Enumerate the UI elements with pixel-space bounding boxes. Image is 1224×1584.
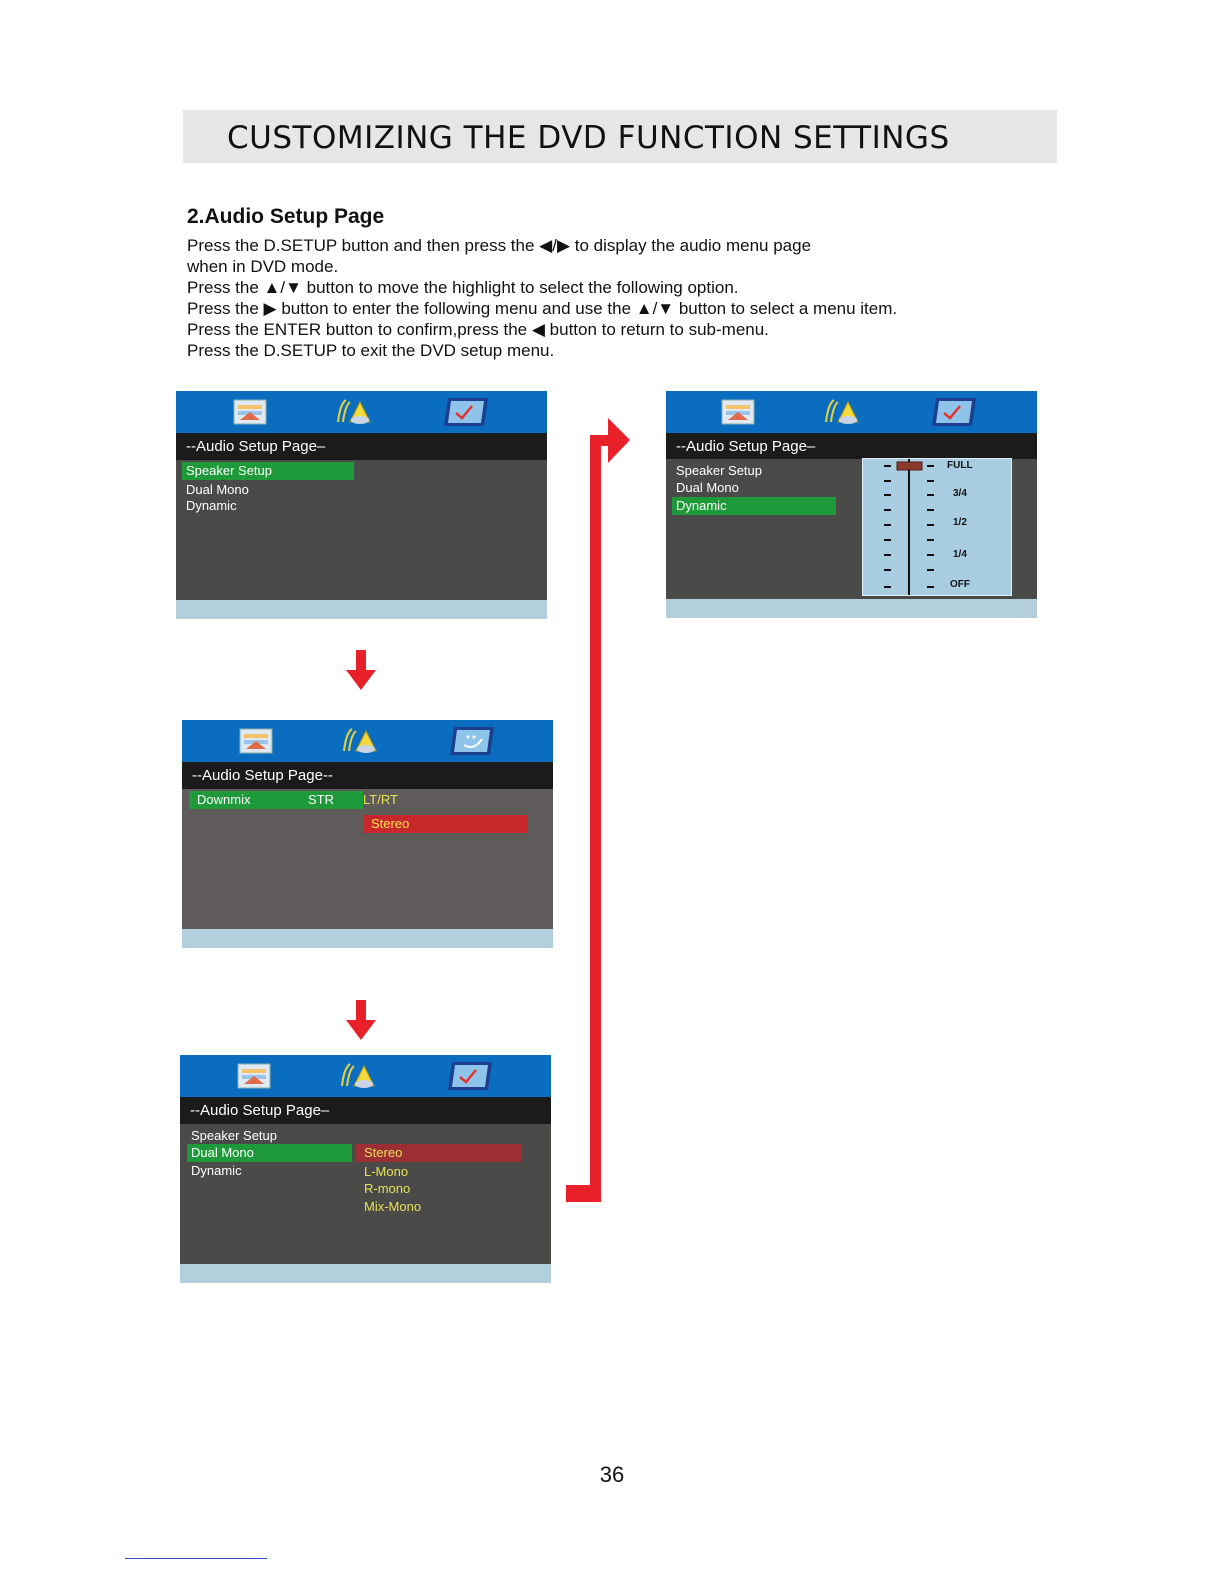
menu-item-dual-mono[interactable]: Dual Mono <box>187 1144 352 1162</box>
picture-icon[interactable] <box>236 725 276 757</box>
instructions <box>187 235 1007 361</box>
osd-title-bar: --Audio Setup Page– <box>176 433 547 460</box>
header-banner <box>183 110 1057 163</box>
picture-icon[interactable] <box>718 396 758 428</box>
osd-screen-main <box>176 391 547 619</box>
menu-item-speaker-setup[interactable]: Speaker Setup <box>182 462 354 480</box>
downmix-label: Downmix <box>197 792 251 807</box>
level-label-half: 1/2 <box>953 517 967 528</box>
video-icon[interactable] <box>444 725 496 757</box>
option-stereo[interactable]: Stereo <box>363 815 528 833</box>
page-title: CUSTOMIZING THE DVD FUNCTION SETTINGS <box>227 120 950 156</box>
option-lt-rt[interactable]: LT/RT <box>363 792 398 807</box>
menu-item-speaker-setup[interactable]: Speaker Setup <box>191 1128 278 1143</box>
osd-title-bar: --Audio Setup Page– <box>180 1097 551 1124</box>
picture-icon[interactable] <box>234 1060 274 1092</box>
instruction-line: Press the ▶ button to enter the following menu and use the ▲/▼ button to select a menu item. <box>187 299 898 318</box>
footer-rule <box>125 1558 267 1559</box>
audio-speaker-icon[interactable] <box>334 396 374 428</box>
level-label-three-quarter: 3/4 <box>953 488 967 499</box>
level-label-quarter: 1/4 <box>953 549 967 560</box>
audio-speaker-icon[interactable] <box>822 396 862 428</box>
osd-footer-bar <box>180 1264 551 1283</box>
slider-scale-icon <box>863 459 1011 595</box>
osd-footer-bar <box>182 929 553 948</box>
osd-screen-dual-mono <box>180 1055 551 1283</box>
section-title: 2.Audio Setup Page <box>187 205 385 228</box>
osd-screen-speaker-setup <box>182 720 553 948</box>
instruction-line: Press the D.SETUP to exit the DVD setup menu. <box>187 341 555 360</box>
menu-item-dynamic[interactable]: Dynamic <box>191 1163 242 1178</box>
menu-item-dynamic[interactable]: Dynamic <box>672 497 836 515</box>
audio-speaker-icon[interactable] <box>338 1060 378 1092</box>
osd-title-bar: --Audio Setup Page– <box>666 433 1037 459</box>
down-arrow-icon <box>346 650 376 692</box>
page-number: 36 <box>599 1462 625 1487</box>
instruction-line: when in DVD mode. <box>187 257 339 276</box>
menu-item-dynamic[interactable]: Dynamic <box>186 498 237 513</box>
level-label-full: FULL <box>947 460 973 471</box>
osd-title-bar: --Audio Setup Page-- <box>182 762 553 789</box>
down-arrow-icon <box>346 1000 376 1042</box>
picture-icon[interactable] <box>230 396 270 428</box>
instruction-line: Press the D.SETUP button and then press the ◀/▶ to display the audio menu page <box>187 236 812 255</box>
connector-arrow-icon <box>560 415 635 1215</box>
preference-icon[interactable] <box>926 396 978 428</box>
dynamic-level-slider[interactable] <box>862 458 1012 596</box>
instruction-line: Press the ENTER button to confirm,press the ◀ button to return to sub-menu. <box>187 320 769 339</box>
option-stereo[interactable]: Stereo <box>356 1144 522 1162</box>
option-r-mono[interactable]: R-mono <box>364 1181 411 1196</box>
osd-footer-bar <box>666 599 1037 618</box>
level-label-off: OFF <box>950 579 970 590</box>
menu-item-downmix[interactable] <box>189 791 363 809</box>
osd-footer-bar <box>176 600 547 619</box>
osd-screen-dynamic <box>666 391 1037 618</box>
downmix-value: STR <box>308 792 334 807</box>
option-mix-mono[interactable]: Mix-Mono <box>364 1199 422 1214</box>
preference-icon[interactable] <box>438 396 490 428</box>
option-l-mono[interactable]: L-Mono <box>364 1164 409 1179</box>
osd-icon-bar <box>176 391 547 433</box>
osd-icon-bar <box>182 720 553 762</box>
menu-item-dual-mono[interactable]: Dual Mono <box>676 480 739 495</box>
menu-item-dual-mono[interactable]: Dual Mono <box>186 482 249 497</box>
menu-item-speaker-setup[interactable]: Speaker Setup <box>676 463 763 478</box>
osd-icon-bar <box>180 1055 551 1097</box>
preference-icon[interactable] <box>442 1060 494 1092</box>
audio-speaker-icon[interactable] <box>340 725 380 757</box>
instruction-line: Press the ▲/▼ button to move the highlight to select the following option. <box>187 278 739 297</box>
osd-icon-bar <box>666 391 1037 433</box>
